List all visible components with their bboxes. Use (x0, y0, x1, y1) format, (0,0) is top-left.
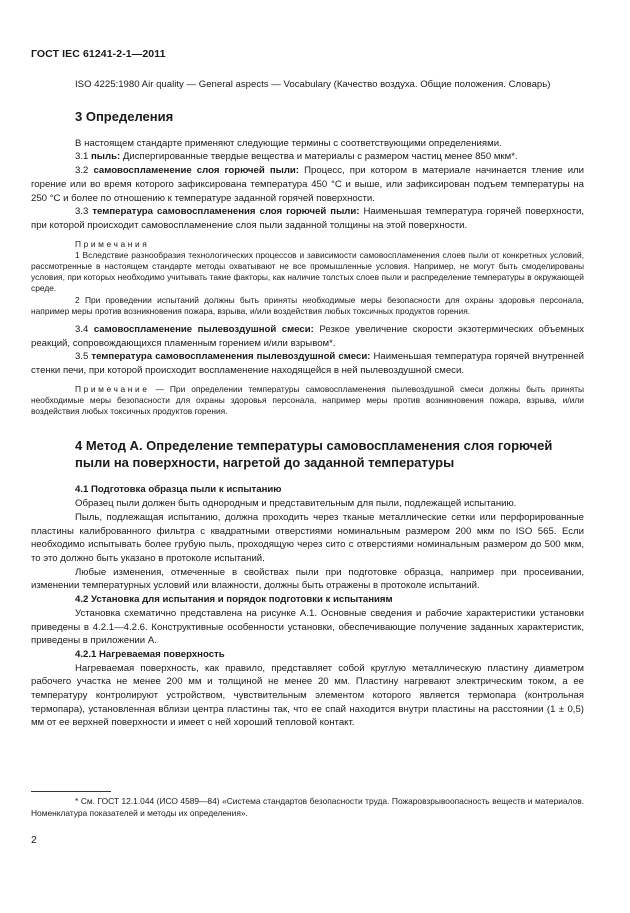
definition-3-3 (31, 205, 584, 232)
definition-term: пыль: (91, 151, 121, 163)
section-3-intro: В настоящем стандарте применяют следующие термины с соответствующими определениями. (75, 137, 502, 149)
definition-3-2 (31, 164, 584, 205)
definition-3-5 (31, 350, 584, 377)
definition-number: 3.4 (75, 324, 89, 336)
definition-term: температура самовоспламенения пылевоздушной смеси: (91, 351, 371, 363)
definition-number: 3.5 (75, 351, 89, 363)
definition-term: температура самовоспламенения слоя горючей пыли: (92, 206, 360, 218)
note-1: 1 Вследствие разнообразия технологических процессов и зависимости самовоспламенения слоев пыли от конкретных условий, рассмотренные в настоящем стандарте методы охватывают не все промышленные условия. Например, не могут быть смоделированы условия, при которых необходимо учитывать такие факторы, как наличие толстых слоев пыли и распределение температуры в окружающей среде. (31, 249, 584, 294)
section-4-title: 4 Метод А. Определение температуры самовоспламенения слоя горючей пыли на поверхности, нагретой до заданной температуры (75, 438, 553, 471)
note-3 (31, 384, 584, 418)
paragraph-4-2-1: Установка схематично представлена на рисунке А.1. Основные сведения и рабочие характеристики установки приведены в 4.2.1—4.2.6. Конструктивные особенности установки, обеспечивающие получение заданных характеристик, приведены в приложении А. (31, 607, 584, 647)
section-3-title: 3 Определения (75, 108, 174, 124)
definition-text: Диспергированные твердые вещества и материалы с размером частиц менее 850 мкм*. (122, 151, 518, 163)
page-number: 2 (31, 834, 37, 846)
definition-number: 3.3 (75, 206, 89, 218)
definition-3-1 (31, 150, 584, 164)
subsection-4-1-title: 4.1 Подготовка образца пыли к испытанию (75, 484, 282, 496)
subsection-4-2-1-title: 4.2.1 Нагреваемая поверхность (75, 648, 225, 660)
definition-term: самовоспламенение пылевоздушной смеси: (93, 324, 314, 336)
paragraph-4-1-3: Любые изменения, отмеченные в свойствах пыли при подготовке образца, например при просеивании, изменении температурных условий или влажности, должны быть отражены в протоколе испытаний. (31, 566, 584, 592)
notes-block (31, 239, 584, 317)
definition-text: Наименьшая температура горячей поверхности, при которой происходит самовоспламенение слоя пыли заданной толщины на этой поверхности. (31, 206, 584, 231)
document-body (31, 78, 584, 730)
document-header: ГОСТ IEC 61241-2-1—2011 (31, 48, 166, 60)
definition-term: самовоспламенение слоя горючей пыли: (93, 165, 300, 177)
notes-label: Примечания (75, 238, 150, 249)
definition-text: Резкое увеличение скорости экзотермических объемных реакций, сопровождающихся пламенным горением и/или взрывом*. (31, 324, 584, 349)
note-label: Примечание (75, 383, 150, 394)
subsection-4-2-title: 4.2 Установка для испытания и порядок подготовки к испытаниям (75, 594, 393, 606)
definition-number: 3.1 (75, 151, 89, 163)
definition-text: Процесс, при котором в материале начинается тление или горение или во время которого зафиксирована температура 450 °С и выше, или зафиксирован подъем температуры на 250 °С и более по отношению к температуре заданной горячей поверхности. (31, 165, 585, 204)
paragraph-4-1-1: Образец пыли должен быть однородным и представительным для пыли, подлежащей испытанию. (75, 498, 517, 510)
paragraph-4-2-1-1: Нагреваемая поверхность, как правило, представляет собой круглую металлическую пластину диаметром рабочего участка не менее 200 мм и толщиной не менее 20 мм. Пластину нагревают электрическим током, а ее температуру контролируют устройством, чувствительным элементом которого является термопара (контрольная термопара), установленная вблизи центра пластины так, что ее спай находится внутри пластины на расстоянии (1 ± 0,5) мм от ее верхней поверхности и имеет с ней хороший тепловой контакт. (31, 662, 584, 729)
footnote: * См. ГОСТ 12.1.044 (ИСО 4589—84) «Система стандартов безопасности труда. Пожаровзрывоопасность веществ и материалов. Номенклатура показателей и методы их определения». (31, 796, 584, 818)
definition-number: 3.2 (75, 165, 89, 177)
definition-3-4 (31, 323, 584, 350)
note-2: 2 При проведении испытаний должны быть приняты необходимые меры безопасности для охраны здоровья персонала, например меры против возникновения пожара, взрыва, и/или воздействия любых токсичных продуктов горения. (31, 294, 584, 316)
note-text: — При определении температуры самовоспламенения пылевоздушной смеси должны быть приняты необходимые меры безопасности для охраны здоровья персонала, например меры против возникновения пожара, взрыва, и/или воздействия любых токсичных продуктов горения. (31, 383, 584, 417)
paragraph-4-1-2: Пыль, подлежащая испытанию, должна проходить через тканые металлические сетки или перфорированные пластины калиброванного фильтра с квадратными отверстиями номинальным размером 200 мкм по ISO 565. Если необходимо испытывать более грубую пыль, проходящую через сито с отверстиями номинальным размером до 500 мкм, то это должно быть указано в протоколе испытаний. (31, 511, 584, 564)
note-3-block (31, 384, 584, 418)
reference-iso-4225: ISO 4225:1980 Air quality — General aspects — Vocabulary (Качество воздуха. Общие положения. Словарь) (75, 79, 551, 90)
footnote-divider (31, 791, 111, 792)
definition-text: Наименьшая температура горячей внутренней стенки печи, при которой происходит воспламенение находящейся в ней пылевоздушной смеси. (31, 351, 585, 377)
